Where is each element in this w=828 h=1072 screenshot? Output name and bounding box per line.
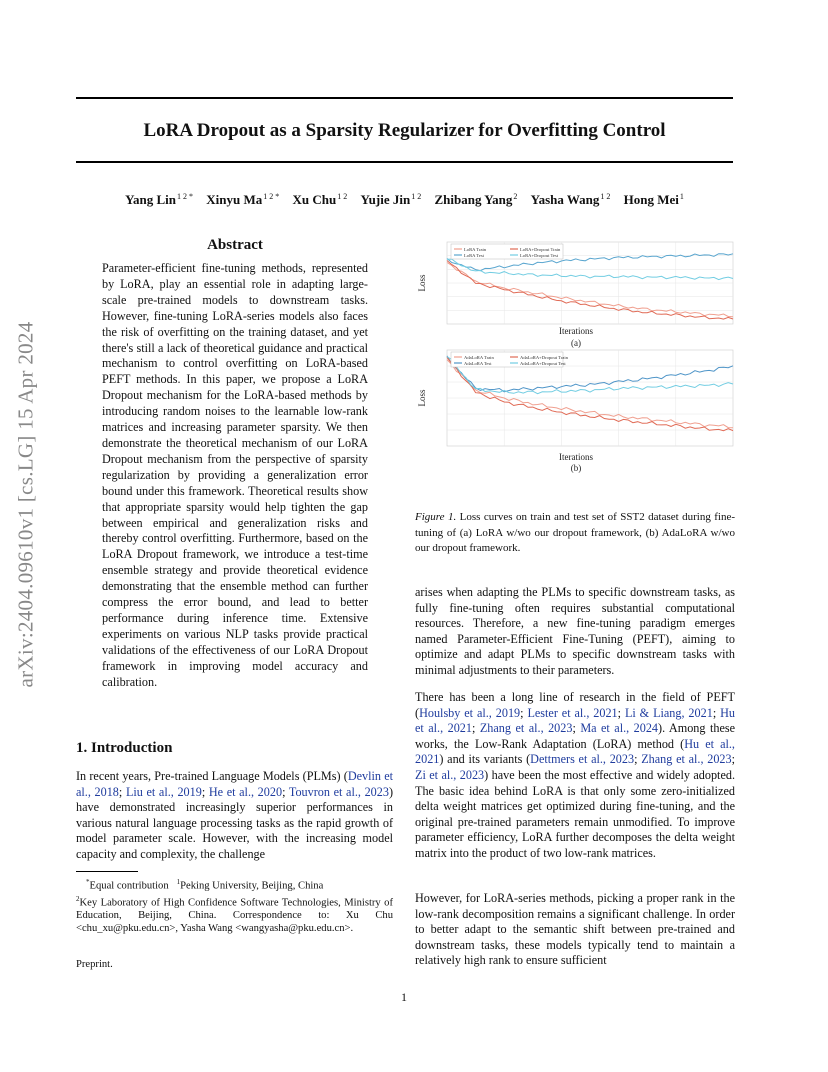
legend-label: AdaLoRA+Dropout Test [520,361,566,366]
legend-label: AdaLoRA+Dropout Train [520,355,568,360]
legend-label: LoRA+Dropout Train [520,247,561,252]
author: Xinyu $Ma^{1 2 *}$ [206,192,280,208]
citation-link[interactable]: Liu et al., 2019 [125,784,202,799]
panel-label: (a) [571,338,581,348]
section-heading-introduction: 1. Introduction [76,740,173,756]
title-top-rule [76,97,733,99]
abstract-heading: Abstract [207,237,263,253]
y-axis-label: Loss [417,274,427,292]
author-list [76,192,733,208]
citation-link[interactable]: Touvron et al., 2023 [288,784,389,799]
arxiv-stamp: arXiv:2404.09610v1 [cs.LG] 15 Apr 2024 [13,321,38,688]
legend-label: AdaLoRA Train [464,355,494,360]
title-bottom-rule [76,161,733,163]
right-paragraph-3: However, for LoRA-series methods, picking a proper rank in the low-rank decomposition remains a significant challenge. In order to better adapt to the semantic shift between pre-trained and downstream tasks, these models typically tend to maintain a relatively high rank to ensure sufficient [415,891,735,968]
footnote-rule [76,871,138,872]
series-line [447,263,733,317]
citation-link[interactable]: Devlin et al., 2018 [76,769,393,799]
legend-label: LoRA+Dropout Test [520,253,559,258]
citation-link[interactable]: He et al., 2020 [208,784,283,799]
author: Zhibang Yang$^2$ [434,192,518,208]
panel-label: (b) [570,463,582,473]
author: Yujie Jin$^{1 2}$ [360,192,422,208]
author: Hong Mei$^1$ [623,192,684,208]
author: Xu Chu$^{1 2}$ [292,192,348,208]
right-paragraph-1: arises when adapting the PLMs to specific downstream tasks, as fully fine-tuning often requires substantial computational resources. Therefore, a new fine-tuning paradigm emerges named Parameter-Efficient Fine-Tuning (PEFT), aiming to optimize and adapt PLMs to specific downstream tasks with minimal adjustments to their parameters. [415,585,735,677]
abstract-text: Parameter-efficient fine-tuning methods, represented by LoRA, play an essential role in adapting large-scale pre-trained models to downstream tasks. However, fine-tuning LoRA-series models also faces the risk of overfitting on the training dataset, and yet there's still a lack of theoretical guidance and practical mechanism to control overfitting on LoRA-based PEFT methods. In this paper, we propose a LoRA Dropout mechanism for the LoRA-based methods by introducing random noises to the learnable low-rank matrices and increasing parameter sparsity. We then demonstrate the theoretical mechanism of our LoRA Dropout mechanism from the perspective of sparsity regularization by providing a generalization error bound under this framework. Theoretical results show that appropriate sparsity would help tighten the gap between empirical and generalization risks and thereby control overfitting. Furthermore, based on the LoRA Dropout framework, we introduce a test-time ensemble strategy and provide theoretical evidence demonstrating that the ensemble method can further compress the error bound, and lead to better performance during inference time. Extensive experiments on various NLP tasks provide practical validations of the effectiveness of our LoRA Dropout framework in improving model accuracy and calibration. [102,261,368,689]
footnote: *Equal contribution $^1$Peking University, Beijing, China $^2$Key Laboratory of High Confidence Software Technologies, Ministry of Education, Beijing, China. Correspondence to: Xu Chu <chu_xu@pku.edu.cn>, Yasha Wang <wangyasha@pku.edu.cn>. [76,878,393,934]
legend-label: LoRA Test [464,253,484,258]
preprint-note: Preprint. [76,959,113,970]
citation-link[interactable]: Li & Liang, 2021 [624,705,713,720]
citation-link[interactable]: Houlsby et al., 2019 [419,705,521,720]
right-paragraph-2: There has been a long line of research in the field of PEFT (Houlsby et al., 2019; Lester et al., 2021; Li & Liang, 2021; Hu et al., 2021; Zhang et al., 2023; Ma et al., 2024). Among these works, the Low-Rank Adaptation (LoRA) method (Hu et al., 2021) and its variants (Dettmers et al., 2023; Zhang et al., 2023; Zi et al., 2023) have been the most effective and widely adopted. The basic idea behind LoRA is that only some zero-initialized delta weight matrices get optimized during fine-tuning, and the original pre-trained parameters remain unmodified. To improve parameter efficiency, LoRA further decomposes the delta weight matrix into the product of two low-rank matrices. [415,690,736,860]
legend-label: AdaLoRA Test [464,361,492,366]
citation-link[interactable]: Ma et al., 2024 [580,721,659,736]
paper-title: LoRA Dropout as a Sparsity Regularizer for Overfitting Control [143,120,666,141]
intro-paragraph: In recent years, Pre-trained Language Models (PLMs) (Devlin et al., 2018; Liu et al., 2019; He et al., 2020; Touvron et al., 2023) have demonstrated increasingly superior performances in various natural language processing tasks as the rapid growth of model parameter scale. However, with the increasing model capacity and complexity, the challenge [76,769,394,861]
x-axis-label: Iterations [559,326,593,336]
y-axis-label: Loss [417,389,427,407]
citation-link[interactable]: Hu et al., 2021 [415,705,736,736]
loss-curves-figure [415,238,737,478]
citation-link[interactable]: Dettmers et al., 2023 [530,752,635,767]
x-axis-label: Iterations [559,452,593,462]
figure-caption: Figure 1. Loss curves on train and test set of SST2 dataset during fine-tuning of (a) LoRA w/wo our dropout framework, (b) AdaLoRA w/wo our dropout framework. [415,511,736,554]
citation-link[interactable]: Lester et al., 2021 [527,705,618,720]
legend-label: LoRA Train [464,247,487,252]
citation-link[interactable]: Hu et al., 2021 [415,736,735,767]
figure-1 [415,238,737,478]
citation-link[interactable]: Zhang et al., 2023 [479,721,573,736]
series-line [447,357,733,430]
citation-link[interactable]: Zi et al., 2023 [415,767,485,782]
citation-link[interactable]: Zhang et al., 2023 [641,752,732,767]
author: Yang Lin$^{1 2 *}$ [125,192,194,208]
author: Yasha Wang$^{1 2}$ [530,192,611,208]
page-number: 1 [401,990,407,1004]
